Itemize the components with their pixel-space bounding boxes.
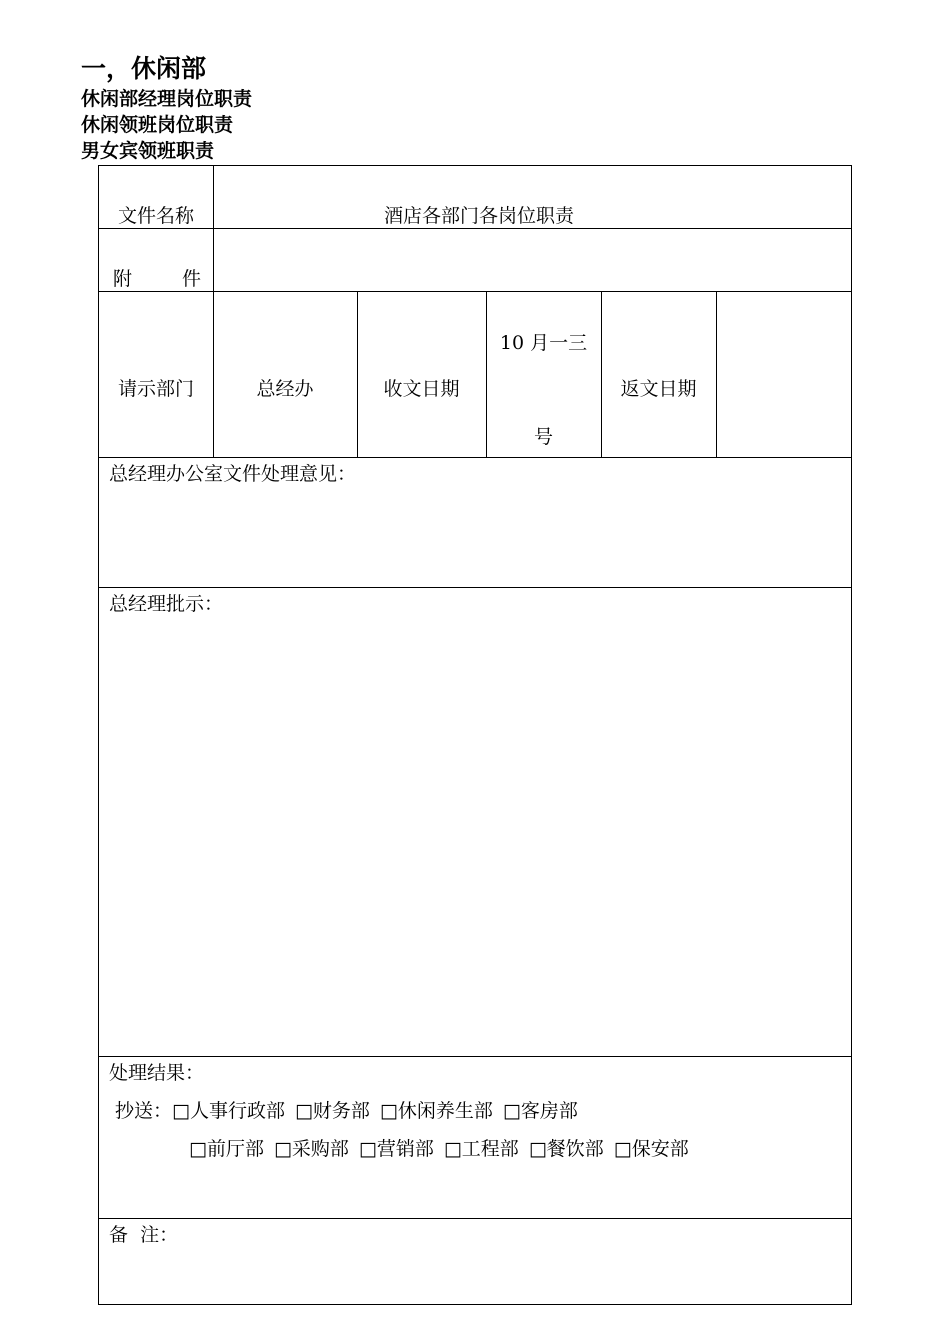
- cc-option-security[interactable]: □保安部: [613, 1138, 689, 1160]
- heading-item-1: 休闲部经理岗位职责: [81, 88, 253, 110]
- cc-option-purchasing[interactable]: □采购部: [273, 1138, 349, 1160]
- result-label: 处理结果：: [109, 1062, 205, 1084]
- heading-item-3: 男女宾领班职责: [81, 140, 215, 162]
- row-divider: [99, 228, 851, 229]
- cc-row-1: [115, 1099, 578, 1123]
- row-divider: [99, 291, 851, 292]
- column-divider: [357, 291, 358, 457]
- request-dept-label: 请示部门: [117, 378, 194, 400]
- attachment-label-part1: 附: [113, 268, 133, 290]
- section-title: 一，休闲部: [81, 54, 207, 83]
- request-dept-value: 总经办: [256, 378, 314, 400]
- row-divider: [99, 587, 851, 588]
- heading-item-2: 休闲领班岗位职责: [81, 114, 234, 136]
- receive-date-value-line1: 10 月一三: [499, 332, 588, 354]
- file-name-value: 酒店各部门各岗位职责: [383, 205, 574, 227]
- gm-instruction-label: 总经理批示：: [109, 593, 224, 615]
- remarks-label: 备 注：: [109, 1224, 179, 1246]
- column-divider: [601, 291, 602, 457]
- cc-label: 抄送：: [115, 1100, 173, 1122]
- return-date-label: 返文日期: [620, 378, 697, 400]
- document-form: [98, 165, 852, 1305]
- cc-option-leisure[interactable]: □休闲养生部: [379, 1100, 493, 1122]
- cc-option-fnb[interactable]: □餐饮部: [528, 1138, 604, 1160]
- cc-option-front-office[interactable]: □前厅部: [189, 1138, 264, 1160]
- row-divider: [99, 1056, 851, 1057]
- row-divider: [99, 1218, 851, 1219]
- cc-option-sales[interactable]: □营销部: [358, 1138, 434, 1160]
- attachment-label: [113, 267, 201, 291]
- office-opinion-label: 总经理办公室文件处理意见：: [109, 463, 357, 485]
- cc-option-hr[interactable]: □人事行政部: [172, 1100, 285, 1122]
- cc-option-engineering[interactable]: □工程部: [443, 1138, 519, 1160]
- file-name-label: 文件名称: [117, 205, 194, 227]
- column-divider: [716, 291, 717, 457]
- receive-date-label: 收文日期: [383, 378, 460, 400]
- row-divider: [99, 457, 851, 458]
- receive-date-value-line2: 号: [533, 426, 553, 448]
- cc-option-finance[interactable]: □财务部: [294, 1100, 370, 1122]
- cc-option-housekeeping[interactable]: □客房部: [502, 1100, 578, 1122]
- document-heading: [81, 52, 252, 164]
- attachment-label-part2: 件: [181, 268, 201, 290]
- cc-row-2: [189, 1137, 689, 1161]
